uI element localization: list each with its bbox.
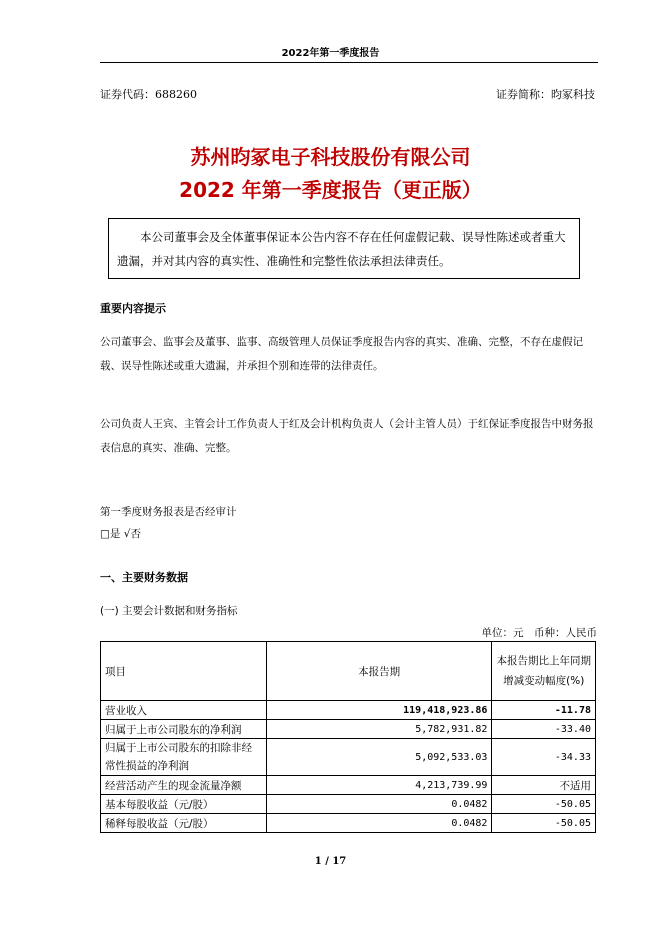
header-change: 本报告期比上年同期增减变动幅度(%) (492, 642, 596, 701)
board-notice-box: 本公司董事会及全体董事保证本公告内容不存在任何虚假记载、误导性陈述或者重大遗漏，并对其内容的真实性、准确性和完整性依法承担法律责任。 (108, 218, 580, 279)
header-item: 项目 (101, 642, 267, 701)
financial-table (100, 641, 596, 833)
page-number: 1 / 17 (314, 856, 347, 867)
important-heading: 重要内容提示 (100, 302, 166, 315)
section1-heading: 一、主要财务数据 (100, 571, 188, 584)
row-current: 119,418,923.86 (266, 701, 492, 720)
company-title: 苏州昀冢电子科技股份有限公司 (190, 145, 471, 169)
row-item: 稀释每股收益（元/股） (101, 814, 267, 833)
row-item: 经营活动产生的现金流量净额 (101, 776, 267, 795)
audit-answer: □是 √否 (100, 528, 141, 540)
row-change: 不适用 (492, 776, 596, 795)
row-change: -11.78 (492, 701, 596, 720)
table-row (101, 776, 596, 795)
stock-code: 证券代码：688260 (100, 88, 197, 101)
stock-abbr: 证券简称：昀冢科技 (496, 88, 595, 101)
row-current: 4,213,739.99 (266, 776, 492, 795)
row-current: 0.0482 (266, 814, 492, 833)
header-current: 本报告期 (266, 642, 492, 701)
row-change: -50.05 (492, 814, 596, 833)
table-row (101, 814, 596, 833)
table-row (101, 795, 596, 814)
table-header-row (101, 642, 596, 701)
row-item: 归属于上市公司股东的净利润 (101, 720, 267, 739)
unit-currency: 单位：元 币种：人民币 (481, 627, 597, 639)
important-para-1: 公司董事会、监事会及董事、监事、高级管理人员保证季度报告内容的真实、准确、完整，不存在虚假记载、误导性陈述或重大遗漏，并承担个别和连带的法律责任。 (100, 336, 583, 372)
table-row (101, 720, 596, 739)
row-item: 归属于上市公司股东的扣除非经常性损益的净利润 (101, 739, 267, 776)
important-para-2: 公司负责人王宾、主管会计工作负责人于红及会计机构负责人（会计主管人员）于红保证季度报告中财务报表信息的真实、准确、完整。 (100, 418, 594, 454)
row-item: 基本每股收益（元/股） (101, 795, 267, 814)
running-header: 2022年第一季度报告 (281, 48, 380, 59)
row-current: 0.0482 (266, 795, 492, 814)
row-current: 5,782,931.82 (266, 720, 492, 739)
row-change: -50.05 (492, 795, 596, 814)
row-item: 营业收入 (101, 701, 267, 720)
table-row (101, 701, 596, 720)
row-current: 5,092,533.03 (266, 739, 492, 776)
report-title: 2022 年第一季度报告（更正版） (179, 178, 482, 202)
header-rule (100, 62, 598, 63)
row-change: -33.40 (492, 720, 596, 739)
section1-subheading: (一) 主要会计数据和财务指标 (100, 605, 238, 617)
audit-question: 第一季度财务报表是否经审计 (100, 506, 237, 518)
table-row (101, 739, 596, 776)
row-change: -34.33 (492, 739, 596, 776)
